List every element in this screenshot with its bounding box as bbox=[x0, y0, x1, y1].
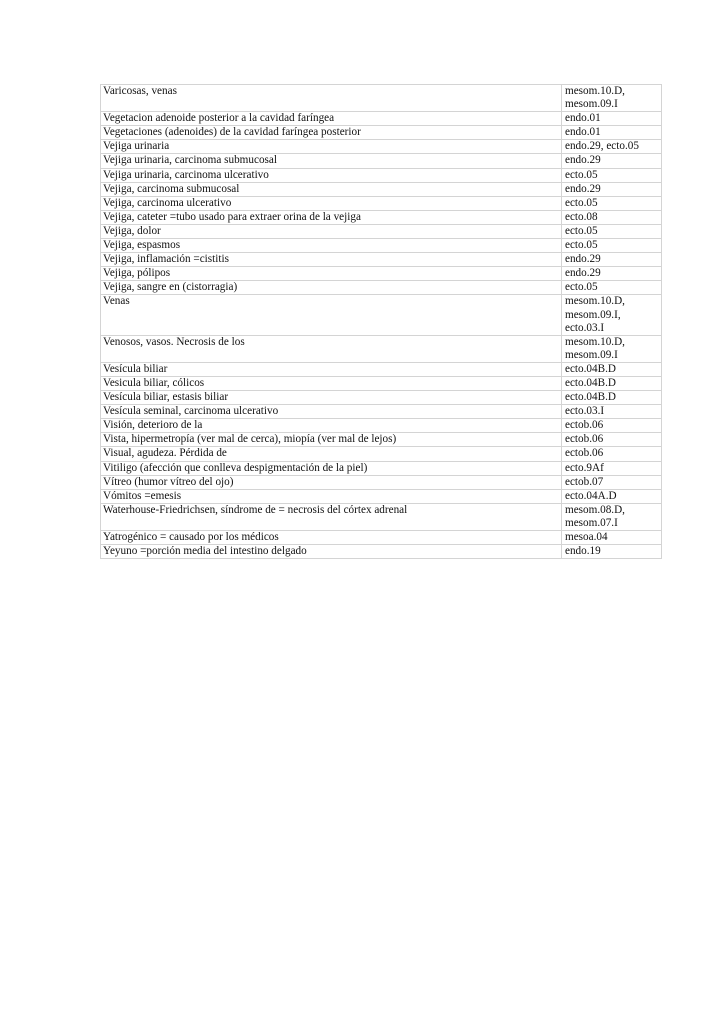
code-cell bbox=[562, 126, 662, 140]
code-cell bbox=[562, 140, 662, 154]
code-line: ectob.07 bbox=[565, 475, 604, 488]
table-row bbox=[101, 196, 662, 210]
term-cell: Vejiga, cateter =tubo usado para extraer orina de la vejiga bbox=[101, 210, 562, 224]
code-line: ectob.06 bbox=[565, 419, 604, 432]
table-row bbox=[101, 281, 662, 295]
code-line: ecto.03.I bbox=[565, 321, 605, 334]
code-line: ecto.05 bbox=[565, 224, 598, 237]
code-line: ecto.05 bbox=[565, 196, 598, 209]
table-row bbox=[101, 85, 662, 112]
code-cell bbox=[562, 447, 662, 461]
code-cell bbox=[562, 239, 662, 253]
term-cell: Vesícula biliar, estasis biliar bbox=[101, 391, 562, 405]
term-cell: Vejiga, carcinoma submucosal bbox=[101, 182, 562, 196]
code-cell bbox=[562, 531, 662, 545]
term-cell: Vesícula seminal, carcinoma ulcerativo bbox=[101, 405, 562, 419]
code-line: ectob.06 bbox=[565, 447, 604, 460]
code-line: mesom.10.D, bbox=[565, 295, 625, 308]
table-row bbox=[101, 362, 662, 376]
code-cell bbox=[562, 335, 662, 362]
term-cell: Visión, deterioro de la bbox=[101, 419, 562, 433]
term-cell: Vitiligo (afección que conlleva despigmentación de la piel) bbox=[101, 461, 562, 475]
term-cell: Vegetaciones (adenoides) de la cavidad faríngea posterior bbox=[101, 126, 562, 140]
term-cell: Yeyuno =porción media del intestino delgado bbox=[101, 545, 562, 559]
code-line: endo.29 bbox=[565, 182, 601, 195]
term-cell: Vesicula biliar, cólicos bbox=[101, 376, 562, 390]
code-cell bbox=[562, 503, 662, 530]
code-line: ecto.05 bbox=[565, 281, 598, 294]
code-line: ecto.04A.D bbox=[565, 489, 617, 502]
table-row bbox=[101, 545, 662, 559]
term-cell: Vejiga, pólipos bbox=[101, 267, 562, 281]
code-cell bbox=[562, 475, 662, 489]
code-line: endo.19 bbox=[565, 545, 601, 558]
table-row bbox=[101, 405, 662, 419]
table-row bbox=[101, 335, 662, 362]
code-line: mesom.10.D, bbox=[565, 85, 625, 97]
table-row bbox=[101, 168, 662, 182]
code-cell bbox=[562, 210, 662, 224]
code-cell bbox=[562, 376, 662, 390]
code-cell bbox=[562, 281, 662, 295]
code-line: ecto.9Af bbox=[565, 461, 604, 474]
term-cell: Vegetacion adenoide posterior a la cavidad faríngea bbox=[101, 112, 562, 126]
code-cell bbox=[562, 461, 662, 475]
code-cell bbox=[562, 419, 662, 433]
term-cell: Visual, agudeza. Pérdida de bbox=[101, 447, 562, 461]
term-cell: Yatrogénico = causado por los médicos bbox=[101, 531, 562, 545]
code-line: mesom.07.I bbox=[565, 516, 618, 529]
code-cell bbox=[562, 85, 662, 112]
code-cell bbox=[562, 489, 662, 503]
code-cell bbox=[562, 168, 662, 182]
table-row bbox=[101, 447, 662, 461]
code-line: ecto.05 bbox=[565, 239, 598, 252]
table-row bbox=[101, 267, 662, 281]
table-row bbox=[101, 295, 662, 335]
code-line: endo.29 bbox=[565, 154, 601, 167]
table-row bbox=[101, 489, 662, 503]
term-cell: Vejiga, espasmos bbox=[101, 239, 562, 253]
index-table bbox=[100, 84, 662, 559]
table-row bbox=[101, 475, 662, 489]
table-row bbox=[101, 391, 662, 405]
code-cell bbox=[562, 196, 662, 210]
code-cell bbox=[562, 405, 662, 419]
code-line: ectob.06 bbox=[565, 433, 604, 446]
term-cell: Venosos, vasos. Necrosis de los bbox=[101, 335, 562, 362]
code-cell bbox=[562, 224, 662, 238]
table-row bbox=[101, 112, 662, 126]
code-line: ecto.05 bbox=[565, 168, 598, 181]
term-cell: Vejiga urinaria, carcinoma submucosal bbox=[101, 154, 562, 168]
code-line: mesom.09.I bbox=[565, 348, 618, 361]
table-row bbox=[101, 419, 662, 433]
term-cell: Waterhouse-Friedrichsen, síndrome de = necrosis del córtex adrenal bbox=[101, 503, 562, 530]
table-row bbox=[101, 224, 662, 238]
code-cell bbox=[562, 267, 662, 281]
term-cell: Vejiga, carcinoma ulcerativo bbox=[101, 196, 562, 210]
table-row bbox=[101, 182, 662, 196]
term-cell: Vejiga, inflamación =cistitis bbox=[101, 253, 562, 267]
term-cell: Venas bbox=[101, 295, 562, 335]
table-row bbox=[101, 503, 662, 530]
index-table-body bbox=[101, 85, 662, 559]
code-cell bbox=[562, 362, 662, 376]
term-cell: Vómitos =emesis bbox=[101, 489, 562, 503]
table-row bbox=[101, 253, 662, 267]
term-cell: Vejiga, dolor bbox=[101, 224, 562, 238]
table-row bbox=[101, 210, 662, 224]
table-row bbox=[101, 433, 662, 447]
code-cell bbox=[562, 112, 662, 126]
term-cell: Vejiga urinaria, carcinoma ulcerativo bbox=[101, 168, 562, 182]
code-line: mesom.09.I, bbox=[565, 308, 621, 321]
code-line: ecto.08 bbox=[565, 210, 598, 223]
term-cell: Vesícula biliar bbox=[101, 362, 562, 376]
table-row bbox=[101, 239, 662, 253]
code-line: ecto.04B.D bbox=[565, 362, 616, 375]
code-line: endo.29 bbox=[565, 267, 601, 280]
code-line: ecto.04B.D bbox=[565, 391, 616, 404]
table-row bbox=[101, 126, 662, 140]
code-line: ecto.03.I bbox=[565, 405, 605, 418]
table-row bbox=[101, 461, 662, 475]
table-row bbox=[101, 531, 662, 545]
code-line: endo.29 bbox=[565, 253, 601, 266]
code-line: endo.01 bbox=[565, 126, 601, 139]
code-line: mesoa.04 bbox=[565, 531, 608, 543]
code-cell bbox=[562, 433, 662, 447]
code-cell bbox=[562, 182, 662, 196]
table-row bbox=[101, 376, 662, 390]
code-cell bbox=[562, 154, 662, 168]
term-cell: Vítreo (humor vítreo del ojo) bbox=[101, 475, 562, 489]
code-cell bbox=[562, 295, 662, 335]
term-cell: Vejiga urinaria bbox=[101, 140, 562, 154]
table-row bbox=[101, 140, 662, 154]
term-cell: Varicosas, venas bbox=[101, 85, 562, 112]
code-cell bbox=[562, 545, 662, 559]
code-line: mesom.10.D, bbox=[565, 335, 625, 348]
code-line: mesom.08.D, bbox=[565, 503, 625, 516]
code-line: endo.01 bbox=[565, 112, 601, 125]
code-line: ecto.04B.D bbox=[565, 376, 616, 389]
code-cell bbox=[562, 253, 662, 267]
table-row bbox=[101, 154, 662, 168]
code-cell bbox=[562, 391, 662, 405]
code-line: mesom.09.I bbox=[565, 98, 618, 111]
term-cell: Vejiga, sangre en (cistorragia) bbox=[101, 281, 562, 295]
term-cell: Vista, hipermetropía (ver mal de cerca), miopía (ver mal de lejos) bbox=[101, 433, 562, 447]
code-line: endo.29, ecto.05 bbox=[565, 140, 639, 153]
